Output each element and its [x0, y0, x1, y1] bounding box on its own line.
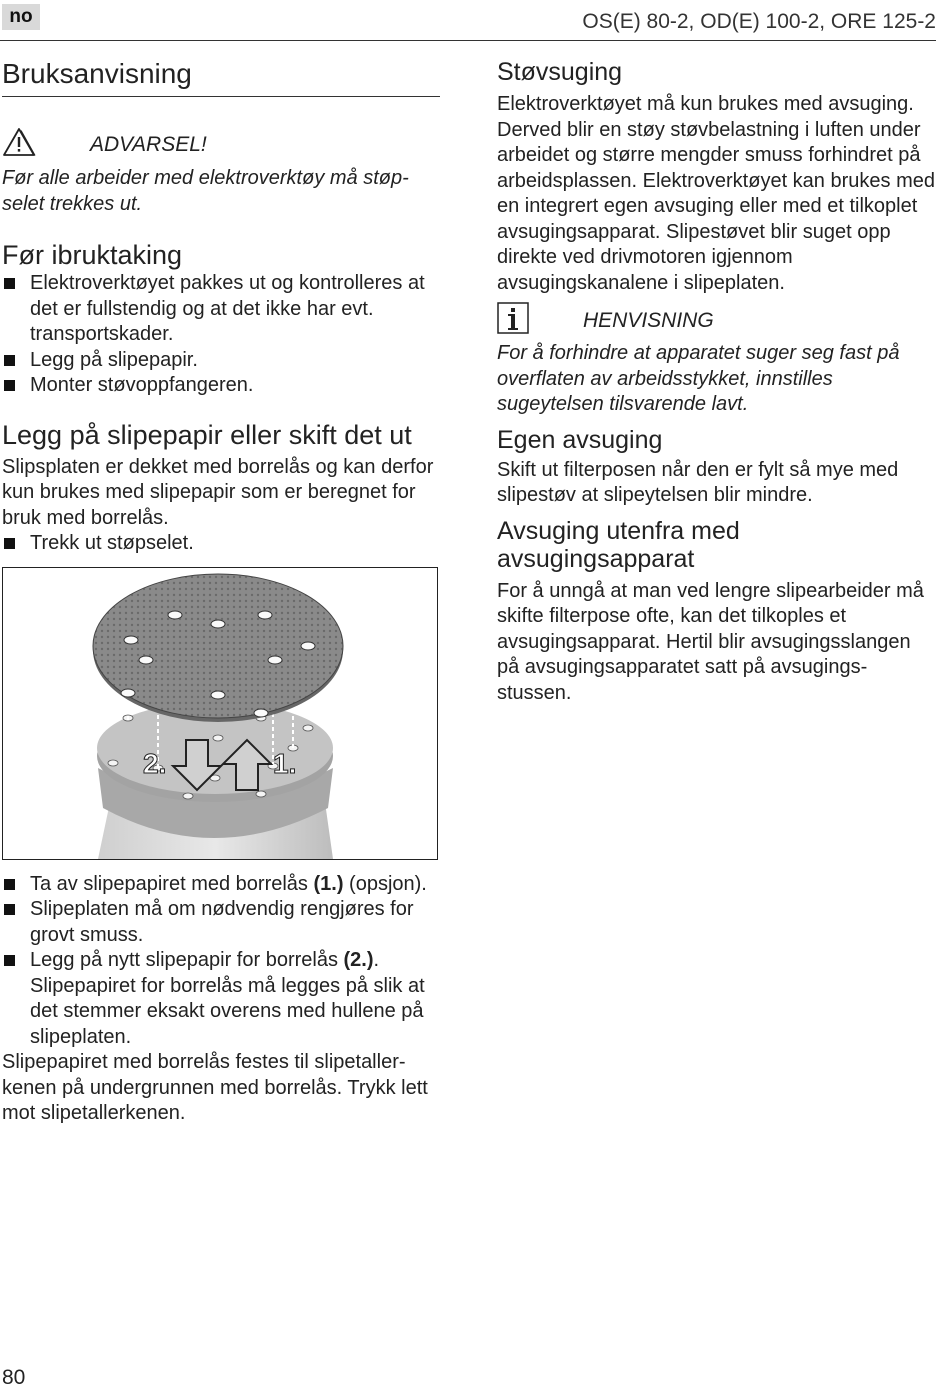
external-extraction-text: For å unngå at man ved lengre slipearbeider må skifte filterpose ofte, kan det tilkoples et avsugingsapparat. Hertil blir avsugingsslangen på avsugingsapparatet satt på avsugings-stussen. — [497, 579, 924, 704]
heading-dust-extraction: Støvsuging — [497, 58, 623, 86]
list-item: Ta av slipepapiret med borrelås (1.) (opsjon). — [2, 872, 440, 898]
heading-sandpaper: Legg på slipepapir eller skift det ut — [2, 419, 412, 450]
sandpaper-text: Slipsplaten er dekket med borrelås og kan derfor kun brukes med slipepapir som er beregnet for bruk med borrelås. — [2, 455, 434, 529]
steps-list — [2, 872, 440, 1051]
page-number: 80 — [2, 1366, 26, 1389]
heading-external-extraction: Avsuging utenfra med avsugingsapparat — [497, 516, 740, 573]
sanding-pad-illustration — [2, 567, 438, 860]
info-icon — [497, 302, 529, 339]
page-title: Bruksanvisning — [2, 56, 440, 97]
warning-icon — [2, 127, 36, 162]
list-item: Trekk ut støpselet. — [2, 531, 440, 557]
info-text: For å forhindre at apparatet suger seg fast på overflaten av arbeidsstykket, innstilles sugeytelsen tilsvarende lavt. — [497, 342, 900, 415]
list-item: Legg på slipepapir. — [2, 348, 440, 374]
closing-text: Slipepapiret med borrelås festes til slipetaller-kenen på undergrunnen med borrelås. Trykk lett mot slipetallerkenen. — [2, 1051, 428, 1124]
info-label: HENVISNING — [583, 308, 714, 332]
info-notice — [497, 302, 937, 339]
warning-text: Før alle arbeider med elektroverktøy må støp-selet trekkes ut. — [2, 167, 409, 215]
header-divider — [0, 40, 936, 41]
step-2-label: 2. — [143, 747, 167, 779]
right-column — [497, 58, 937, 706]
heading-before-use: Før ibruktaking — [2, 240, 183, 270]
list-item: Slipeplaten må om nødvendig rengjøres for grovt smuss. — [2, 897, 440, 948]
dust-text: Elektroverktøyet må kun brukes med avsuging. Derved blir en støy støvbelastning i luften under arbeidet og større mengder smuss forhindret på arbeidsplassen. Elektroverktøyet kan brukes med en integrert egen avsuging eller med et tilkoplet avsugingsapparat. Slipestøvet blir suget opp direkte ved drivmotoren igjennom avsugingskanalene i slipeplaten. — [497, 93, 935, 294]
list-item: Legg på nytt slipepapir for borrelås (2.). Slipepapiret for borrelås må legges på slik at det stemmer eksakt overens med hullene på slipeplaten. — [2, 948, 440, 1050]
step-1-label: 1. — [273, 747, 297, 779]
own-extraction-text: Skift ut filterposen når den er fylt så mye med slipestøv at slipeytelsen blir mindre. — [497, 458, 899, 506]
language-tag: no — [2, 4, 40, 30]
list-item: Elektroverktøyet pakkes ut og kontrolleres at det er fullstendig og at det ikke har evt. transportskader. — [2, 271, 440, 348]
before-use-list — [2, 271, 440, 399]
sandpaper-list — [2, 531, 440, 557]
warning-label: ADVARSEL! — [90, 132, 207, 156]
model-header: OS(E) 80-2, OD(E) 100-2, ORE 125-2 — [582, 10, 936, 33]
warning-notice — [2, 127, 440, 162]
left-column — [2, 56, 440, 1127]
list-item: Monter støvoppfangeren. — [2, 373, 440, 399]
heading-own-extraction: Egen avsuging — [497, 425, 663, 454]
